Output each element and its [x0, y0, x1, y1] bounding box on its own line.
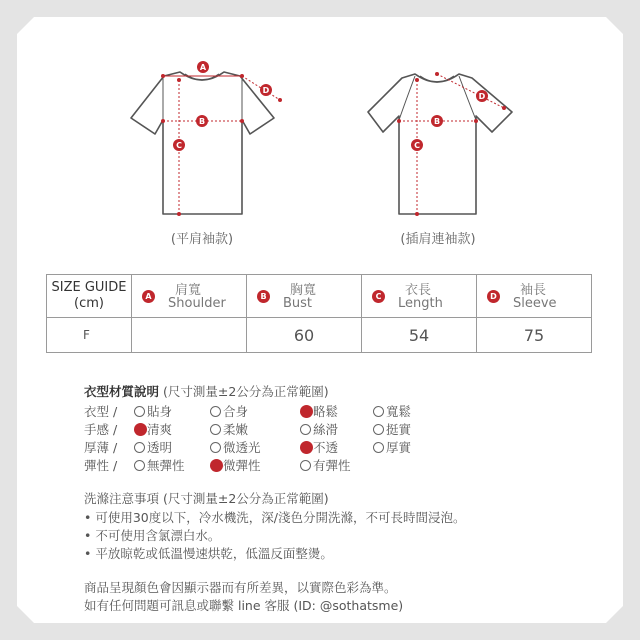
size-guide-header [47, 275, 132, 318]
unselected-circle-icon [134, 460, 145, 471]
column-zh-label: 胸寬 [289, 283, 316, 298]
size-label: F [47, 318, 132, 353]
column-header-shoulder [132, 275, 247, 318]
corner-cut-bottom-right [606, 606, 623, 623]
size-guide-unit: (cm) [74, 296, 104, 311]
badge-a-icon: A [142, 290, 155, 303]
material-option-label: 無彈性 [147, 458, 185, 473]
flat-shoulder-shirt-diagram [131, 72, 282, 216]
column-zh-label: 肩寬 [174, 283, 201, 298]
marker-b-raglan [431, 115, 443, 127]
material-option [373, 420, 411, 438]
bust-value: 60 [247, 318, 362, 353]
material-option [373, 402, 411, 420]
column-header-sleeve [477, 275, 592, 318]
unselected-circle-icon [300, 460, 311, 471]
column-header-bust [247, 275, 362, 318]
badge-c-icon: C [372, 290, 385, 303]
caption-raglan: (插肩連袖款) [400, 232, 476, 247]
svg-text:D: D [478, 92, 486, 101]
column-en-label: Shoulder [168, 296, 226, 311]
unselected-circle-icon [210, 442, 221, 453]
material-option [210, 456, 261, 474]
material-option [300, 456, 351, 474]
material-option [134, 438, 172, 456]
badge-b-icon: B [257, 290, 270, 303]
marker-c-raglan [411, 139, 423, 151]
material-option-label: 寬鬆 [386, 404, 412, 419]
svg-text:D: D [262, 86, 270, 95]
unselected-circle-icon [373, 406, 384, 417]
material-option [210, 438, 261, 456]
column-zh-label: 衣長 [404, 283, 431, 298]
selected-dot-icon [134, 423, 147, 436]
unselected-circle-icon [300, 424, 311, 435]
material-option-label: 不透 [313, 440, 339, 455]
marker-d-raglan [476, 90, 488, 102]
care-item: • 不可使用含氯漂白水。 [84, 528, 221, 543]
badge-d-icon: D [487, 290, 500, 303]
corner-cut-bottom-left [17, 606, 34, 623]
material-option-label: 微彈性 [223, 458, 261, 473]
material-row-label: 手感 / [84, 422, 118, 437]
size-guide-table [46, 274, 592, 353]
material-option-label: 透明 [147, 440, 173, 455]
column-header-length [362, 275, 477, 318]
care-item: • 平放晾乾或低溫慢速烘乾，低溫反面整燙。 [84, 546, 333, 561]
material-option-label: 清爽 [147, 422, 173, 437]
care-item: • 可使用30度以下，冷水機洗，深/淺色分開洗滌，不可長時間浸泡。 [84, 510, 466, 525]
material-option-label: 絲滑 [313, 422, 339, 437]
material-option-label: 略鬆 [313, 404, 339, 419]
material-option [300, 420, 338, 438]
marker-d-flat [260, 84, 272, 96]
unselected-circle-icon [373, 424, 384, 435]
material-option-label: 合身 [223, 404, 249, 419]
material-row-label: 衣型 / [84, 404, 118, 419]
shoulder-value [132, 318, 247, 353]
caption-flat-shoulder: (平肩袖款) [170, 232, 234, 247]
material-option [134, 456, 185, 474]
marker-b-flat [196, 115, 208, 127]
footer-contact-note: 如有任何問題可訊息或聯繫 line 客服 (ID: @sothatsme) [84, 598, 404, 613]
selected-dot-icon [300, 405, 313, 418]
material-option-label: 厚實 [386, 440, 412, 455]
material-option [210, 402, 248, 420]
material-option-label: 有彈性 [313, 458, 351, 473]
selected-dot-icon [300, 441, 313, 454]
material-option [134, 402, 172, 420]
material-option-label: 微透光 [223, 440, 261, 455]
length-value: 54 [362, 318, 477, 353]
material-heading: 衣型材質說明 [84, 384, 160, 399]
unselected-circle-icon [210, 424, 221, 435]
material-option [373, 438, 411, 456]
marker-a-flat [197, 61, 209, 73]
column-en-label: Bust [283, 296, 313, 311]
unselected-circle-icon [373, 442, 384, 453]
unselected-circle-icon [134, 442, 145, 453]
material-heading-line [84, 382, 329, 400]
sleeve-value: 75 [477, 318, 592, 353]
material-note: (尺寸測量±2公分為正常範圍) [163, 384, 329, 399]
material-option-label: 柔嫩 [223, 422, 249, 437]
svg-text:B: B [198, 117, 206, 126]
care-heading: 洗滌注意事項 (尺寸測量±2公分為正常範圍) [84, 491, 329, 506]
svg-text:A: A [199, 63, 207, 72]
material-option [210, 420, 248, 438]
material-row-label: 彈性 / [84, 458, 118, 473]
material-option [300, 402, 338, 420]
raglan-shirt-diagram [368, 72, 512, 216]
size-guide-title: SIZE GUIDE [51, 280, 127, 295]
selected-dot-icon [210, 459, 223, 472]
svg-text:C: C [176, 141, 182, 150]
material-option-label: 挺實 [386, 422, 412, 437]
shirt-diagrams [0, 0, 640, 270]
material-option-label: 貼身 [147, 404, 173, 419]
unselected-circle-icon [210, 406, 221, 417]
column-en-label: Length [398, 296, 443, 311]
material-option [300, 438, 338, 456]
svg-text:B: B [433, 117, 441, 126]
table-row [47, 318, 592, 353]
svg-text:C: C [414, 141, 420, 150]
column-zh-label: 袖長 [519, 283, 546, 298]
marker-c-flat [173, 139, 185, 151]
footer-color-note: 商品呈現顏色會因顯示器而有所差異，以實際色彩為準。 [84, 580, 397, 595]
material-row-label: 厚薄 / [84, 440, 118, 455]
material-option [134, 420, 172, 438]
unselected-circle-icon [134, 406, 145, 417]
column-en-label: Sleeve [513, 296, 557, 311]
